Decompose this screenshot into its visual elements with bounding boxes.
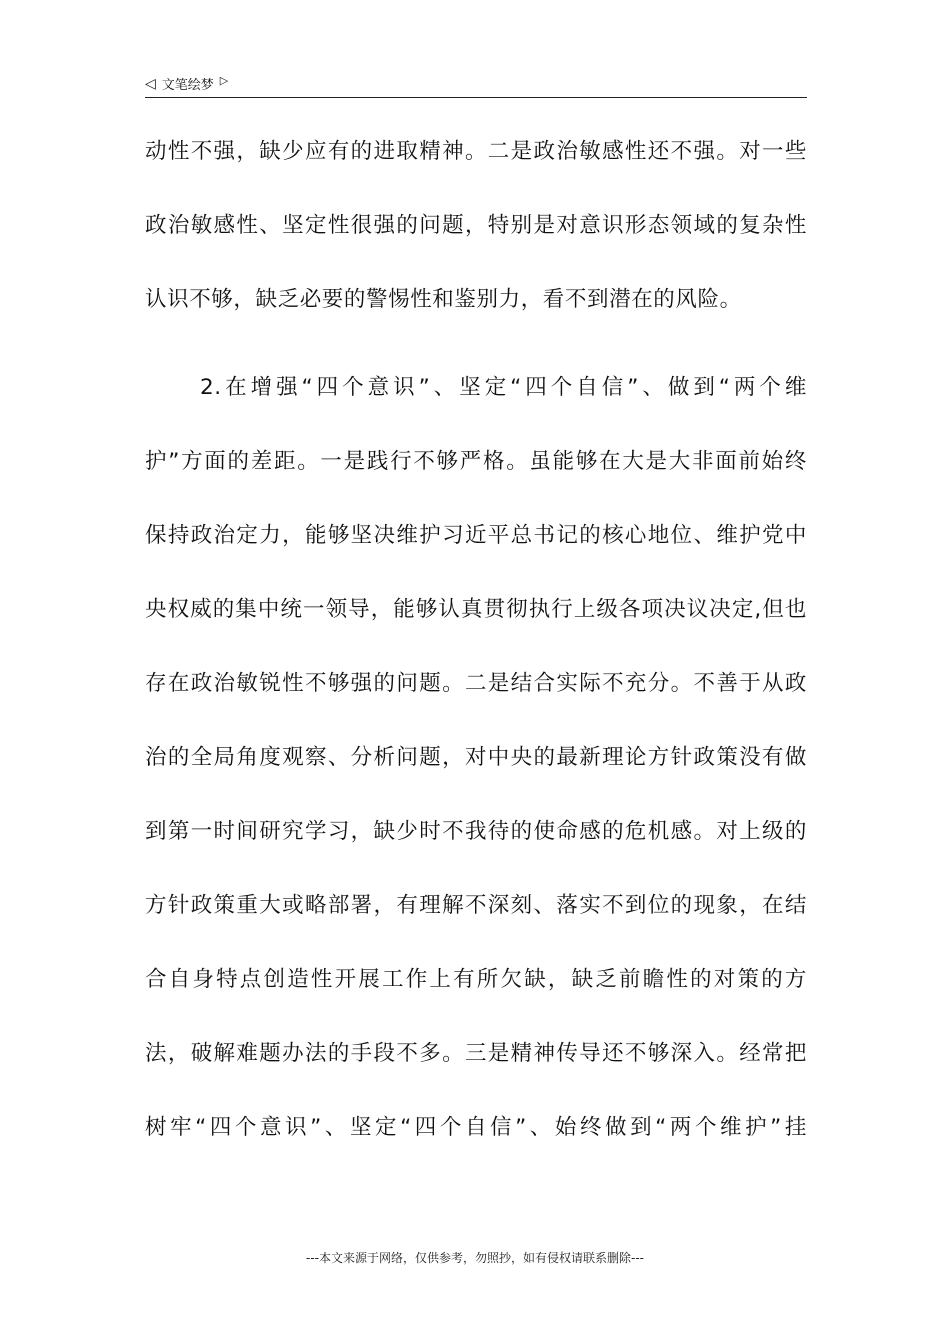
page-footer: ---本文来源于网络，仅供参考，勿照抄，如有侵权请联系删除--- xyxy=(306,1251,644,1265)
header-brand xyxy=(145,74,228,93)
text-line: 存在政治敏锐性不够强的问题。二是结合实际不充分。不善于从政 xyxy=(145,671,807,696)
right-triangle-icon: ▷ xyxy=(219,74,229,87)
text-line: 治的全局角度观察、分析问题，对中央的最新理论方针政策没有做 xyxy=(145,745,807,770)
left-triangle-icon: ◁ xyxy=(145,75,156,92)
text-line: 央权威的集中统一领导，能够认真贯彻执行上级各项决议决定,但也 xyxy=(145,597,807,622)
text-line: 方针政策重大或略部署，有理解不深刻、落实不到位的现象，在结 xyxy=(145,893,807,918)
text-line: 动性不强，缺少应有的进取精神。二是政治敏感性还不强。对一些 xyxy=(145,139,807,164)
text-line: 到第一时间研究学习，缺少时不我待的使命感的危机感。对上级的 xyxy=(145,819,807,844)
document-body xyxy=(145,136,807,1186)
text-line: 合自身特点创造性开展工作上有所欠缺，缺乏前瞻性的对策的方 xyxy=(145,967,807,992)
text-line: 政治敏感性、坚定性很强的问题，特别是对意识形态领域的复杂性 xyxy=(145,213,807,238)
text-line: 护”方面的差距。一是践行不够严格。虽能够在大是大非面前始终 xyxy=(145,449,807,474)
text-line: 认识不够，缺乏必要的警惕性和鉴别力，看不到潜在的风险。 xyxy=(145,287,742,312)
text-line: 2.在增强“四个意识”、坚定“四个自信”、做到“两个维 xyxy=(200,375,807,400)
brand-name: 文笔绘梦 xyxy=(161,78,214,93)
header-rule xyxy=(145,97,807,98)
text-line: 保持政治定力，能够坚决维护习近平总书记的核心地位、维护党中 xyxy=(145,523,807,548)
text-line: 法，破解难题办法的手段不多。三是精神传导还不够深入。经常把 xyxy=(145,1041,807,1066)
page-header xyxy=(145,72,807,98)
text-line: 树牢“四个意识”、坚定“四个自信”、始终做到“两个维护”挂 xyxy=(145,1115,807,1140)
